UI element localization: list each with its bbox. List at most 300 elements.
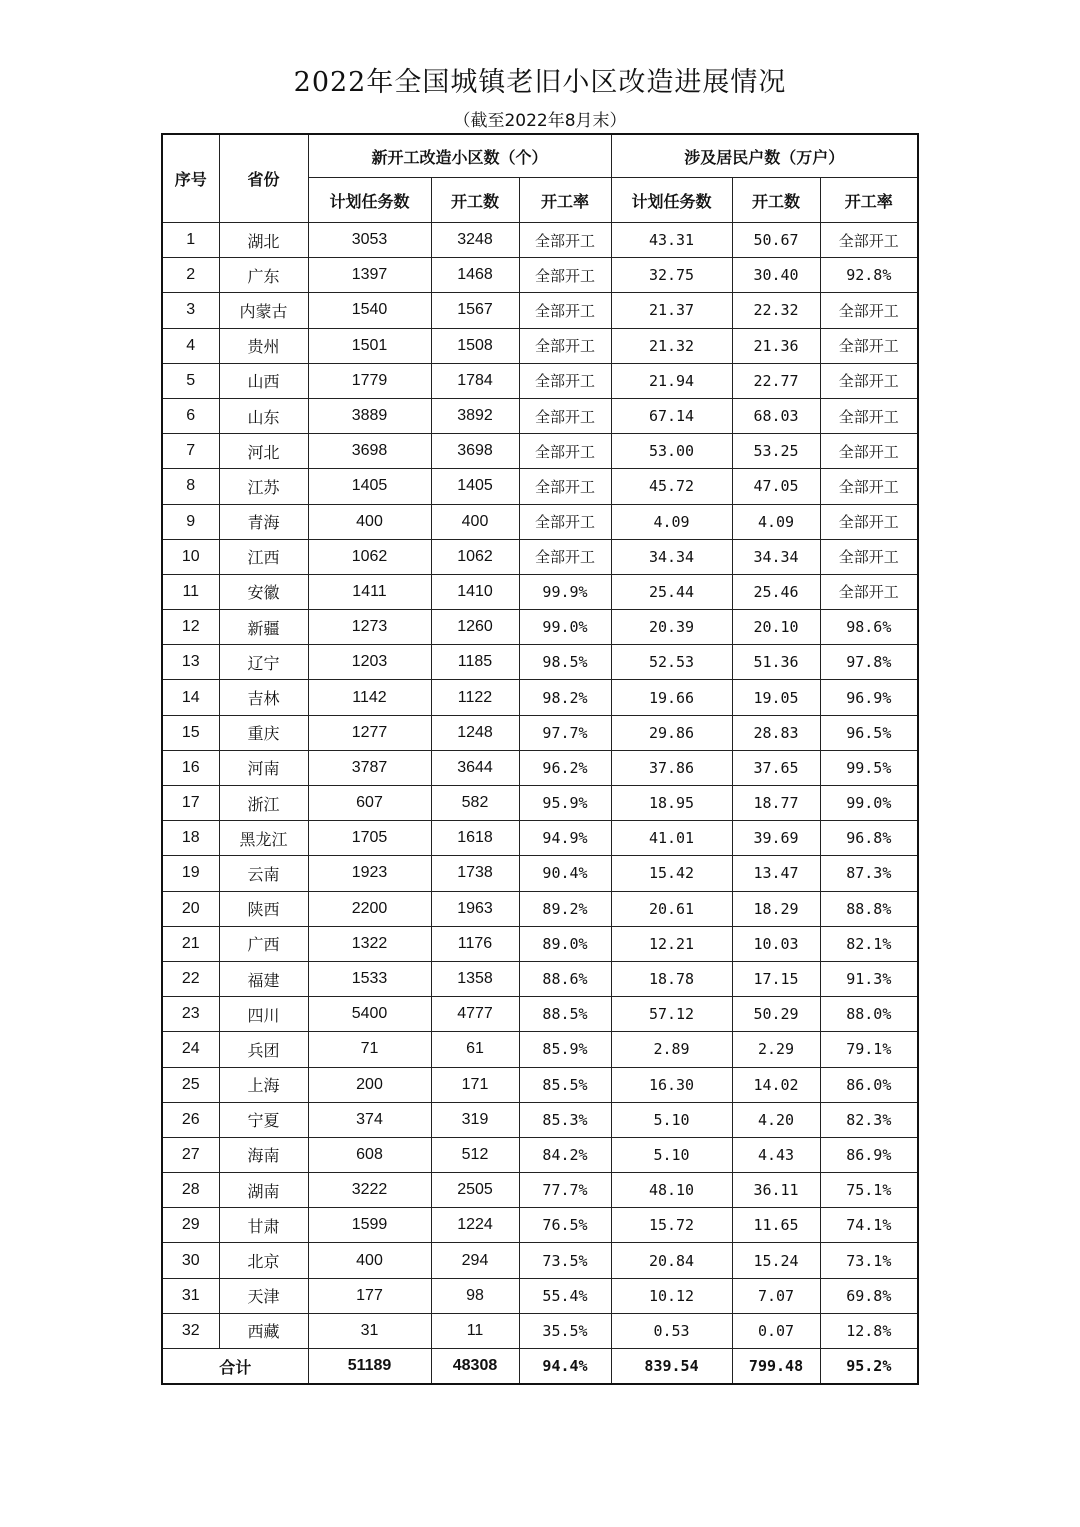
cell-plan-communities: 1322	[308, 926, 431, 961]
cell-started-households: 68.03	[732, 398, 820, 433]
cell-started-households: 39.69	[732, 821, 820, 856]
cell-seq: 18	[162, 821, 219, 856]
header-group-households: 涉及居民户数（万户）	[611, 134, 918, 178]
cell-plan-communities: 5400	[308, 997, 431, 1032]
cell-plan-communities: 3053	[308, 223, 431, 258]
cell-rate-communities: 全部开工	[519, 363, 611, 398]
table-row	[162, 1278, 918, 1313]
cell-started-communities: 1062	[431, 539, 519, 574]
cell-plan-households: 5.10	[611, 1102, 732, 1137]
cell-province: 广东	[219, 258, 308, 293]
table-row	[162, 258, 918, 293]
table-row	[162, 680, 918, 715]
cell-province: 四川	[219, 997, 308, 1032]
cell-plan-households: 18.95	[611, 786, 732, 821]
cell-seq: 11	[162, 574, 219, 609]
cell-rate-households: 全部开工	[820, 223, 918, 258]
cell-plan-communities: 1397	[308, 258, 431, 293]
table-row	[162, 1173, 918, 1208]
cell-plan-households: 41.01	[611, 821, 732, 856]
cell-rate-communities: 77.7%	[519, 1173, 611, 1208]
table-row	[162, 293, 918, 328]
total-label: 合计	[162, 1349, 308, 1385]
cell-plan-households: 20.84	[611, 1243, 732, 1278]
cell-province: 天津	[219, 1278, 308, 1313]
cell-seq: 3	[162, 293, 219, 328]
cell-seq: 8	[162, 469, 219, 504]
total-plan-communities: 51189	[308, 1349, 431, 1385]
total-rate-communities: 94.4%	[519, 1349, 611, 1385]
cell-plan-households: 12.21	[611, 926, 732, 961]
cell-started-households: 0.07	[732, 1313, 820, 1348]
cell-started-communities: 1358	[431, 961, 519, 996]
total-row	[162, 1349, 918, 1385]
cell-plan-communities: 1779	[308, 363, 431, 398]
cell-started-communities: 1260	[431, 610, 519, 645]
cell-plan-communities: 177	[308, 1278, 431, 1313]
cell-rate-households: 86.0%	[820, 1067, 918, 1102]
cell-started-communities: 1410	[431, 574, 519, 609]
header-rate-households: 开工率	[820, 178, 918, 223]
cell-started-communities: 1405	[431, 469, 519, 504]
cell-province: 上海	[219, 1067, 308, 1102]
cell-seq: 30	[162, 1243, 219, 1278]
cell-rate-communities: 全部开工	[519, 469, 611, 504]
table-row	[162, 328, 918, 363]
cell-started-households: 11.65	[732, 1208, 820, 1243]
cell-province: 辽宁	[219, 645, 308, 680]
cell-plan-households: 15.42	[611, 856, 732, 891]
cell-started-communities: 171	[431, 1067, 519, 1102]
cell-plan-communities: 608	[308, 1137, 431, 1172]
cell-province: 云南	[219, 856, 308, 891]
cell-started-households: 17.15	[732, 961, 820, 996]
table-row	[162, 926, 918, 961]
cell-rate-communities: 88.6%	[519, 961, 611, 996]
cell-started-households: 50.29	[732, 997, 820, 1032]
cell-rate-communities: 89.0%	[519, 926, 611, 961]
cell-started-communities: 4777	[431, 997, 519, 1032]
cell-rate-households: 69.8%	[820, 1278, 918, 1313]
cell-plan-communities: 1705	[308, 821, 431, 856]
cell-rate-households: 96.9%	[820, 680, 918, 715]
cell-rate-communities: 98.2%	[519, 680, 611, 715]
cell-plan-households: 20.39	[611, 610, 732, 645]
cell-rate-households: 全部开工	[820, 539, 918, 574]
cell-started-households: 10.03	[732, 926, 820, 961]
cell-rate-households: 82.1%	[820, 926, 918, 961]
cell-province: 西藏	[219, 1313, 308, 1348]
cell-seq: 5	[162, 363, 219, 398]
cell-rate-households: 全部开工	[820, 469, 918, 504]
cell-seq: 7	[162, 434, 219, 469]
table-row	[162, 1313, 918, 1348]
cell-seq: 23	[162, 997, 219, 1032]
cell-started-communities: 1618	[431, 821, 519, 856]
cell-plan-households: 4.09	[611, 504, 732, 539]
table-body	[162, 223, 918, 1349]
progress-table	[161, 133, 919, 1385]
cell-province: 江苏	[219, 469, 308, 504]
cell-started-households: 53.25	[732, 434, 820, 469]
table-row	[162, 1243, 918, 1278]
table-row	[162, 750, 918, 785]
cell-started-communities: 1185	[431, 645, 519, 680]
cell-started-communities: 2505	[431, 1173, 519, 1208]
header-seq: 序号	[162, 134, 219, 223]
cell-rate-households: 全部开工	[820, 574, 918, 609]
cell-seq: 10	[162, 539, 219, 574]
cell-started-communities: 294	[431, 1243, 519, 1278]
cell-rate-communities: 97.7%	[519, 715, 611, 750]
table-row	[162, 469, 918, 504]
cell-plan-communities: 1411	[308, 574, 431, 609]
cell-rate-communities: 全部开工	[519, 258, 611, 293]
cell-started-communities: 3892	[431, 398, 519, 433]
page-title: 2022年全国城镇老旧小区改造进展情况	[293, 67, 787, 98]
header-plan-households: 计划任务数	[611, 178, 732, 223]
cell-rate-households: 92.8%	[820, 258, 918, 293]
cell-plan-communities: 3889	[308, 398, 431, 433]
table-row	[162, 1032, 918, 1067]
cell-rate-communities: 94.9%	[519, 821, 611, 856]
cell-plan-communities: 3787	[308, 750, 431, 785]
table-row	[162, 504, 918, 539]
total-plan-households: 839.54	[611, 1349, 732, 1385]
cell-started-communities: 1176	[431, 926, 519, 961]
cell-rate-households: 88.0%	[820, 997, 918, 1032]
cell-plan-communities: 1533	[308, 961, 431, 996]
cell-plan-communities: 1273	[308, 610, 431, 645]
cell-plan-communities: 1405	[308, 469, 431, 504]
cell-plan-households: 43.31	[611, 223, 732, 258]
cell-started-households: 18.29	[732, 891, 820, 926]
cell-started-households: 13.47	[732, 856, 820, 891]
cell-started-communities: 582	[431, 786, 519, 821]
cell-province: 河南	[219, 750, 308, 785]
cell-started-households: 51.36	[732, 645, 820, 680]
cell-seq: 2	[162, 258, 219, 293]
cell-rate-households: 88.8%	[820, 891, 918, 926]
table-row	[162, 645, 918, 680]
cell-seq: 9	[162, 504, 219, 539]
cell-started-communities: 1224	[431, 1208, 519, 1243]
cell-seq: 6	[162, 398, 219, 433]
cell-plan-households: 21.37	[611, 293, 732, 328]
cell-plan-communities: 374	[308, 1102, 431, 1137]
table-row	[162, 891, 918, 926]
cell-started-households: 22.77	[732, 363, 820, 398]
cell-started-households: 22.32	[732, 293, 820, 328]
cell-plan-households: 19.66	[611, 680, 732, 715]
cell-rate-communities: 90.4%	[519, 856, 611, 891]
cell-province: 山西	[219, 363, 308, 398]
cell-seq: 17	[162, 786, 219, 821]
cell-rate-households: 96.5%	[820, 715, 918, 750]
cell-started-communities: 3698	[431, 434, 519, 469]
cell-started-communities: 1963	[431, 891, 519, 926]
table-row	[162, 434, 918, 469]
table-row	[162, 856, 918, 891]
cell-plan-communities: 1203	[308, 645, 431, 680]
cell-province: 重庆	[219, 715, 308, 750]
cell-rate-households: 99.5%	[820, 750, 918, 785]
cell-rate-communities: 99.9%	[519, 574, 611, 609]
cell-plan-communities: 3222	[308, 1173, 431, 1208]
cell-rate-communities: 55.4%	[519, 1278, 611, 1313]
cell-rate-communities: 85.5%	[519, 1067, 611, 1102]
cell-started-households: 34.34	[732, 539, 820, 574]
table-row	[162, 786, 918, 821]
table-row	[162, 1137, 918, 1172]
cell-plan-households: 5.10	[611, 1137, 732, 1172]
cell-seq: 21	[162, 926, 219, 961]
cell-plan-households: 10.12	[611, 1278, 732, 1313]
table-row	[162, 961, 918, 996]
total-started-households: 799.48	[732, 1349, 820, 1385]
cell-rate-households: 全部开工	[820, 363, 918, 398]
cell-plan-households: 15.72	[611, 1208, 732, 1243]
cell-province: 湖南	[219, 1173, 308, 1208]
cell-seq: 26	[162, 1102, 219, 1137]
cell-rate-households: 82.3%	[820, 1102, 918, 1137]
cell-plan-communities: 1923	[308, 856, 431, 891]
cell-plan-households: 52.53	[611, 645, 732, 680]
cell-rate-communities: 99.0%	[519, 610, 611, 645]
cell-rate-households: 全部开工	[820, 328, 918, 363]
table-row	[162, 821, 918, 856]
total-started-communities: 48308	[431, 1349, 519, 1385]
cell-started-communities: 11	[431, 1313, 519, 1348]
cell-seq: 22	[162, 961, 219, 996]
cell-province: 宁夏	[219, 1102, 308, 1137]
cell-plan-households: 0.53	[611, 1313, 732, 1348]
cell-seq: 28	[162, 1173, 219, 1208]
cell-started-households: 20.10	[732, 610, 820, 645]
cell-started-communities: 98	[431, 1278, 519, 1313]
cell-plan-households: 32.75	[611, 258, 732, 293]
cell-started-communities: 1468	[431, 258, 519, 293]
cell-seq: 32	[162, 1313, 219, 1348]
cell-plan-communities: 1062	[308, 539, 431, 574]
cell-province: 山东	[219, 398, 308, 433]
cell-rate-communities: 全部开工	[519, 434, 611, 469]
cell-seq: 16	[162, 750, 219, 785]
cell-started-communities: 61	[431, 1032, 519, 1067]
cell-plan-households: 34.34	[611, 539, 732, 574]
cell-started-households: 25.46	[732, 574, 820, 609]
cell-rate-households: 73.1%	[820, 1243, 918, 1278]
cell-province: 广西	[219, 926, 308, 961]
table-row	[162, 398, 918, 433]
cell-rate-communities: 35.5%	[519, 1313, 611, 1348]
cell-province: 湖北	[219, 223, 308, 258]
cell-rate-households: 74.1%	[820, 1208, 918, 1243]
cell-plan-communities: 400	[308, 504, 431, 539]
cell-plan-communities: 1540	[308, 293, 431, 328]
table-row	[162, 574, 918, 609]
cell-rate-communities: 84.2%	[519, 1137, 611, 1172]
cell-rate-communities: 88.5%	[519, 997, 611, 1032]
cell-started-households: 28.83	[732, 715, 820, 750]
cell-rate-communities: 全部开工	[519, 504, 611, 539]
header-rate-communities: 开工率	[519, 178, 611, 223]
cell-plan-communities: 31	[308, 1313, 431, 1348]
header-group-communities: 新开工改造小区数（个）	[308, 134, 611, 178]
cell-province: 海南	[219, 1137, 308, 1172]
cell-rate-communities: 96.2%	[519, 750, 611, 785]
cell-started-households: 4.20	[732, 1102, 820, 1137]
cell-plan-communities: 71	[308, 1032, 431, 1067]
cell-plan-households: 16.30	[611, 1067, 732, 1102]
cell-rate-communities: 85.9%	[519, 1032, 611, 1067]
table-row	[162, 1102, 918, 1137]
cell-started-households: 4.09	[732, 504, 820, 539]
cell-started-communities: 512	[431, 1137, 519, 1172]
cell-plan-households: 21.32	[611, 328, 732, 363]
cell-rate-households: 97.8%	[820, 645, 918, 680]
table-row	[162, 1208, 918, 1243]
table-row	[162, 715, 918, 750]
cell-plan-households: 57.12	[611, 997, 732, 1032]
cell-seq: 13	[162, 645, 219, 680]
cell-started-households: 47.05	[732, 469, 820, 504]
table-row	[162, 610, 918, 645]
cell-rate-communities: 76.5%	[519, 1208, 611, 1243]
cell-started-households: 4.43	[732, 1137, 820, 1172]
cell-rate-households: 79.1%	[820, 1032, 918, 1067]
cell-province: 浙江	[219, 786, 308, 821]
cell-started-households: 30.40	[732, 258, 820, 293]
cell-seq: 20	[162, 891, 219, 926]
cell-started-households: 37.65	[732, 750, 820, 785]
cell-seq: 19	[162, 856, 219, 891]
cell-rate-households: 96.8%	[820, 821, 918, 856]
cell-rate-communities: 89.2%	[519, 891, 611, 926]
cell-seq: 1	[162, 223, 219, 258]
cell-started-communities: 3248	[431, 223, 519, 258]
cell-rate-households: 87.3%	[820, 856, 918, 891]
cell-started-communities: 3644	[431, 750, 519, 785]
cell-rate-households: 12.8%	[820, 1313, 918, 1348]
page-subtitle: （截至2022年8月末）	[453, 111, 627, 131]
cell-started-communities: 1508	[431, 328, 519, 363]
cell-plan-communities: 1277	[308, 715, 431, 750]
cell-rate-communities: 98.5%	[519, 645, 611, 680]
cell-plan-households: 29.86	[611, 715, 732, 750]
cell-plan-households: 45.72	[611, 469, 732, 504]
cell-seq: 29	[162, 1208, 219, 1243]
cell-plan-communities: 3698	[308, 434, 431, 469]
cell-rate-households: 全部开工	[820, 434, 918, 469]
cell-province: 青海	[219, 504, 308, 539]
cell-started-communities: 400	[431, 504, 519, 539]
cell-rate-communities: 全部开工	[519, 398, 611, 433]
table-row	[162, 997, 918, 1032]
cell-started-communities: 1784	[431, 363, 519, 398]
cell-seq: 4	[162, 328, 219, 363]
header-started-communities: 开工数	[431, 178, 519, 223]
cell-province: 吉林	[219, 680, 308, 715]
cell-rate-households: 全部开工	[820, 504, 918, 539]
cell-province: 内蒙古	[219, 293, 308, 328]
cell-plan-communities: 1142	[308, 680, 431, 715]
cell-province: 安徽	[219, 574, 308, 609]
cell-plan-households: 25.44	[611, 574, 732, 609]
cell-province: 甘肃	[219, 1208, 308, 1243]
cell-province: 河北	[219, 434, 308, 469]
cell-seq: 31	[162, 1278, 219, 1313]
cell-seq: 15	[162, 715, 219, 750]
cell-province: 北京	[219, 1243, 308, 1278]
cell-plan-communities: 2200	[308, 891, 431, 926]
cell-plan-communities: 400	[308, 1243, 431, 1278]
cell-plan-households: 67.14	[611, 398, 732, 433]
cell-rate-communities: 全部开工	[519, 328, 611, 363]
cell-rate-communities: 全部开工	[519, 293, 611, 328]
cell-province: 福建	[219, 961, 308, 996]
header-province: 省份	[219, 134, 308, 223]
cell-province: 兵团	[219, 1032, 308, 1067]
cell-started-households: 15.24	[732, 1243, 820, 1278]
table-row	[162, 363, 918, 398]
cell-started-households: 2.29	[732, 1032, 820, 1067]
cell-seq: 24	[162, 1032, 219, 1067]
cell-province: 贵州	[219, 328, 308, 363]
cell-province: 新疆	[219, 610, 308, 645]
table-row	[162, 1067, 918, 1102]
cell-started-households: 19.05	[732, 680, 820, 715]
cell-plan-households: 2.89	[611, 1032, 732, 1067]
total-rate-households: 95.2%	[820, 1349, 918, 1385]
cell-started-communities: 319	[431, 1102, 519, 1137]
cell-rate-communities: 95.9%	[519, 786, 611, 821]
cell-seq: 25	[162, 1067, 219, 1102]
cell-province: 江西	[219, 539, 308, 574]
cell-started-households: 7.07	[732, 1278, 820, 1313]
cell-rate-households: 全部开工	[820, 293, 918, 328]
cell-seq: 14	[162, 680, 219, 715]
cell-seq: 27	[162, 1137, 219, 1172]
cell-plan-households: 53.00	[611, 434, 732, 469]
cell-rate-households: 全部开工	[820, 398, 918, 433]
cell-started-communities: 1567	[431, 293, 519, 328]
header-started-households: 开工数	[732, 178, 820, 223]
cell-plan-communities: 1599	[308, 1208, 431, 1243]
cell-started-households: 50.67	[732, 223, 820, 258]
cell-rate-households: 86.9%	[820, 1137, 918, 1172]
cell-plan-communities: 607	[308, 786, 431, 821]
cell-plan-communities: 200	[308, 1067, 431, 1102]
cell-plan-households: 20.61	[611, 891, 732, 926]
cell-started-communities: 1248	[431, 715, 519, 750]
table-row	[162, 539, 918, 574]
cell-plan-households: 21.94	[611, 363, 732, 398]
cell-rate-households: 91.3%	[820, 961, 918, 996]
cell-started-communities: 1122	[431, 680, 519, 715]
cell-rate-communities: 全部开工	[519, 539, 611, 574]
cell-rate-communities: 85.3%	[519, 1102, 611, 1137]
cell-seq: 12	[162, 610, 219, 645]
cell-started-households: 36.11	[732, 1173, 820, 1208]
cell-started-communities: 1738	[431, 856, 519, 891]
cell-rate-communities: 73.5%	[519, 1243, 611, 1278]
cell-province: 陕西	[219, 891, 308, 926]
cell-plan-households: 37.86	[611, 750, 732, 785]
cell-province: 黑龙江	[219, 821, 308, 856]
cell-plan-communities: 1501	[308, 328, 431, 363]
cell-started-households: 18.77	[732, 786, 820, 821]
